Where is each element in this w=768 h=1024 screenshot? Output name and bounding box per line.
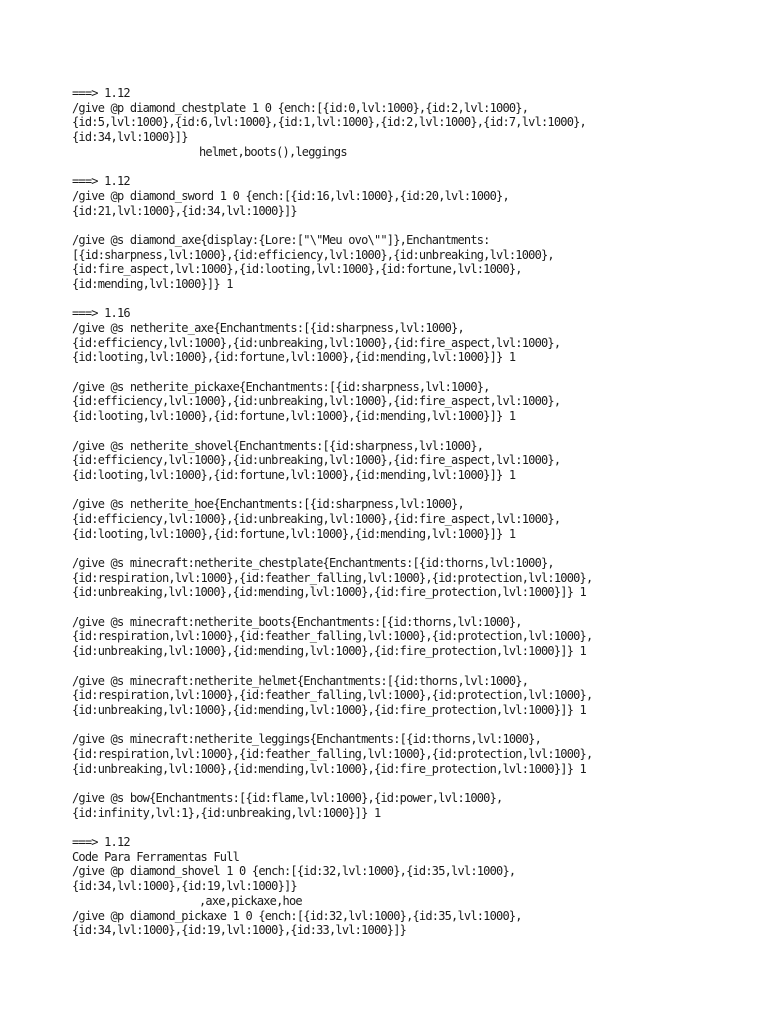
command-line: /give @s minecraft:netherite_boots{Enchantments:[{id:thorns,lvl:1000}, [72,614,522,629]
command-line: {id:efficiency,lvl:1000},{id:unbreaking,lvl:1000},{id:fire_aspect,lvl:1000}, [72,394,561,409]
command-line: /give @p diamond_pickaxe 1 0 {ench:[{id:32,lvl:1000},{id:35,lvl:1000}, [72,908,522,923]
command-line: {id:respiration,lvl:1000},{id:feather_falling,lvl:1000},{id:protection,lvl:1000}, [72,746,593,761]
blank-line [72,600,732,615]
command-line: {id:unbreaking,lvl:1000},{id:mending,lvl:1000},{id:fire_protection,lvl:1000}]} 1 [72,585,586,600]
command-line: {id:5,lvl:1000},{id:6,lvl:1000},{id:1,lvl:1000},{id:2,lvl:1000},{id:7,lvl:1000}, [72,115,586,130]
command-line: {id:looting,lvl:1000},{id:fortune,lvl:1000},{id:mending,lvl:1000}]} 1 [72,526,516,541]
command-line: /give @s bow{Enchantments:[{id:flame,lvl:1000},{id:power,lvl:1000}, [72,791,503,805]
command-line: {id:unbreaking,lvl:1000},{id:mending,lvl:1000},{id:fire_protection,lvl:1000}]} 1 [72,644,586,659]
version-heading: ===> 1.12 [72,174,130,189]
command-line: {id:looting,lvl:1000},{id:fortune,lvl:1000},{id:mending,lvl:1000}]} 1 [72,409,516,424]
version-heading: ===> 1.12 [72,835,130,850]
command-line: {id:34,lvl:1000},{id:19,lvl:1000},{id:33,lvl:1000}]} [72,923,407,938]
blank-line [72,776,732,791]
command-line: /give @s minecraft:netherite_leggings{Enchantments:[{id:thorns,lvl:1000}, [72,732,541,747]
command-line: /give @s minecraft:netherite_helmet{Enchantments:[{id:thorns,lvl:1000}, [72,673,529,688]
blank-line [72,159,732,174]
blank-line [72,659,732,674]
command-line: /give @p diamond_chestplate 1 0 {ench:[{id:0,lvl:1000},{id:2,lvl:1000}, [72,100,529,115]
blank-line [72,718,732,733]
command-line: {id:efficiency,lvl:1000},{id:unbreaking,lvl:1000},{id:fire_aspect,lvl:1000}, [72,335,561,350]
command-line: {id:looting,lvl:1000},{id:fortune,lvl:1000},{id:mending,lvl:1000}]} 1 [72,467,516,482]
command-line: [{id:sharpness,lvl:1000},{id:efficiency,lvl:1000},{id:unbreaking,lvl:1000}, [72,247,554,262]
note-line: ,axe,pickaxe,hoe [199,893,302,908]
command-line: /give @s minecraft:netherite_chestplate{Enchantments:[{id:thorns,lvl:1000}, [72,556,554,570]
version-heading: ===> 1.12 [72,86,130,100]
command-line: /give @p diamond_shovel 1 0 {ench:[{id:32,lvl:1000},{id:35,lvl:1000}, [72,864,516,879]
blank-line [72,292,732,307]
note-line: helmet,boots(),leggings [199,144,347,159]
command-line: {id:infinity,lvl:1},{id:unbreaking,lvl:1000}]} 1 [72,805,381,820]
command-line: {id:efficiency,lvl:1000},{id:unbreaking,lvl:1000},{id:fire_aspect,lvl:1000}, [72,453,561,468]
blank-line [72,541,732,556]
command-line: {id:unbreaking,lvl:1000},{id:mending,lvl:1000},{id:fire_protection,lvl:1000}]} 1 [72,702,586,717]
command-line: {id:looting,lvl:1000},{id:fortune,lvl:1000},{id:mending,lvl:1000}]} 1 [72,350,516,365]
command-line: {id:respiration,lvl:1000},{id:feather_falling,lvl:1000},{id:protection,lvl:1000}, [72,629,593,644]
command-line: {id:respiration,lvl:1000},{id:feather_falling,lvl:1000},{id:protection,lvl:1000}, [72,688,593,703]
command-line: /give @s netherite_shovel{Enchantments:[{id:sharpness,lvl:1000}, [72,438,484,453]
command-line: {id:efficiency,lvl:1000},{id:unbreaking,lvl:1000},{id:fire_aspect,lvl:1000}, [72,511,561,526]
command-line: /give @s netherite_hoe{Enchantments:[{id:sharpness,lvl:1000}, [72,497,464,512]
command-line: {id:34,lvl:1000}]} [72,130,188,145]
section-title: Code Para Ferramentas Full [72,849,240,864]
command-line: {id:fire_aspect,lvl:1000},{id:looting,lvl:1000},{id:fortune,lvl:1000}, [72,262,522,277]
blank-line [72,483,732,498]
command-line: /give @s diamond_axe{display:{Lore:["\"Meu ovo\""]},Enchantments: [72,232,490,247]
command-line: {id:21,lvl:1000},{id:34,lvl:1000}]} [72,203,297,218]
command-line: {id:34,lvl:1000},{id:19,lvl:1000}]} [72,879,297,894]
command-line: /give @s netherite_axe{Enchantments:[{id:sharpness,lvl:1000}, [72,321,464,335]
command-line: /give @s netherite_pickaxe{Enchantments:[{id:sharpness,lvl:1000}, [72,379,490,394]
command-line: {id:unbreaking,lvl:1000},{id:mending,lvl:1000},{id:fire_protection,lvl:1000}]} 1 [72,761,586,776]
command-line: /give @p diamond_sword 1 0 {ench:[{id:16,lvl:1000},{id:20,lvl:1000}, [72,188,509,203]
command-line: {id:mending,lvl:1000}]} 1 [72,276,233,291]
blank-line [72,820,732,835]
version-heading: ===> 1.16 [72,306,130,321]
document-body [72,86,732,938]
blank-line [72,424,732,439]
blank-line [72,218,732,233]
command-line: {id:respiration,lvl:1000},{id:feather_falling,lvl:1000},{id:protection,lvl:1000}, [72,570,593,585]
blank-line [72,365,732,380]
